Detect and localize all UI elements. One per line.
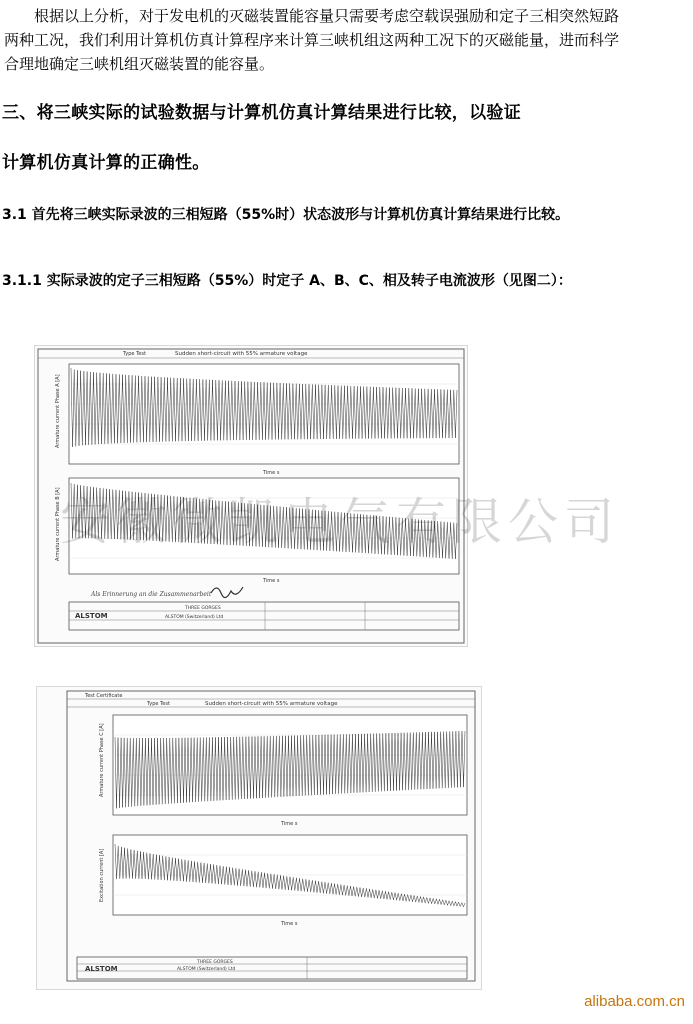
fig2-header-left: Type Test — [147, 701, 170, 707]
fig1-upper-xlabel: Time s — [263, 470, 280, 476]
fig1-header-title: Sudden short-circuit with 55% armature voltage — [175, 351, 308, 357]
fig2-lower-xlabel: Time s — [281, 921, 298, 927]
fig2-upper-ylabel: Armature current Phase C [A] — [99, 723, 105, 797]
subsection-3-1-1: 3.1.1 实际录波的定子三相短路（55%）时定子 A、B、C、相及转子电流波形（见图二）： — [2, 273, 572, 289]
fig2-cert-label: Test Certificate — [85, 693, 123, 699]
fig1-footer-company: ALSTOM (Switzerland) Ltd — [165, 615, 224, 620]
scanned-waveform-figure-2 — [36, 686, 482, 990]
fig1-lower-ylabel: Armature current Phase B [A] — [55, 487, 61, 561]
section-heading-line1: 三、将三峡实际的试验数据与计算机仿真计算结果进行比较，以验证 — [2, 103, 521, 123]
subsection-3-1: 3.1 首先将三峡实际录波的三相短路（55%时）状态波形与计算机仿真计算结果进行比较。 — [2, 207, 570, 223]
fig1-upper-ylabel: Armature current Phase A [A] — [55, 374, 61, 448]
fig1-lower-xlabel: Time s — [263, 578, 280, 584]
section-heading-line2: 计算机仿真计算的正确性。 — [2, 153, 210, 173]
fig2-upper-xlabel: Time s — [281, 821, 298, 827]
fig1-footer-project: THREE GORGES — [185, 606, 221, 611]
fig2-lower-ylabel: Excitation current [A] — [99, 848, 105, 902]
fig1-header-left: Type Test — [123, 351, 146, 357]
intro-paragraph: 根据以上分析，对于发电机的灭磁装置能容量只需要考虑空载误强励和定子三相突然短路两种工况，我们利用计算机仿真计算程序来计算三峡机组这两种工况下的灭磁能量，进而科学合理地确定三峡机组灭磁装置的能容量。 — [4, 7, 620, 73]
watermark-text: 安徽微凯电气有限公司 — [60, 493, 620, 551]
source-watermark: alibaba.com.cn — [584, 993, 685, 1010]
fig2-alstom-logo: ALSTOM — [85, 965, 118, 973]
fig1-handwriting: Als Erinnerung an die Zusammenarbeit — [91, 591, 212, 598]
fig2-footer-project: THREE GORGES — [197, 960, 233, 965]
fig2-header-title: Sudden short-circuit with 55% armature voltage — [205, 701, 338, 707]
fig2-footer-company: ALSTOM (Switzerland) Ltd — [177, 967, 236, 972]
fig1-alstom-logo: ALSTOM — [75, 612, 108, 620]
